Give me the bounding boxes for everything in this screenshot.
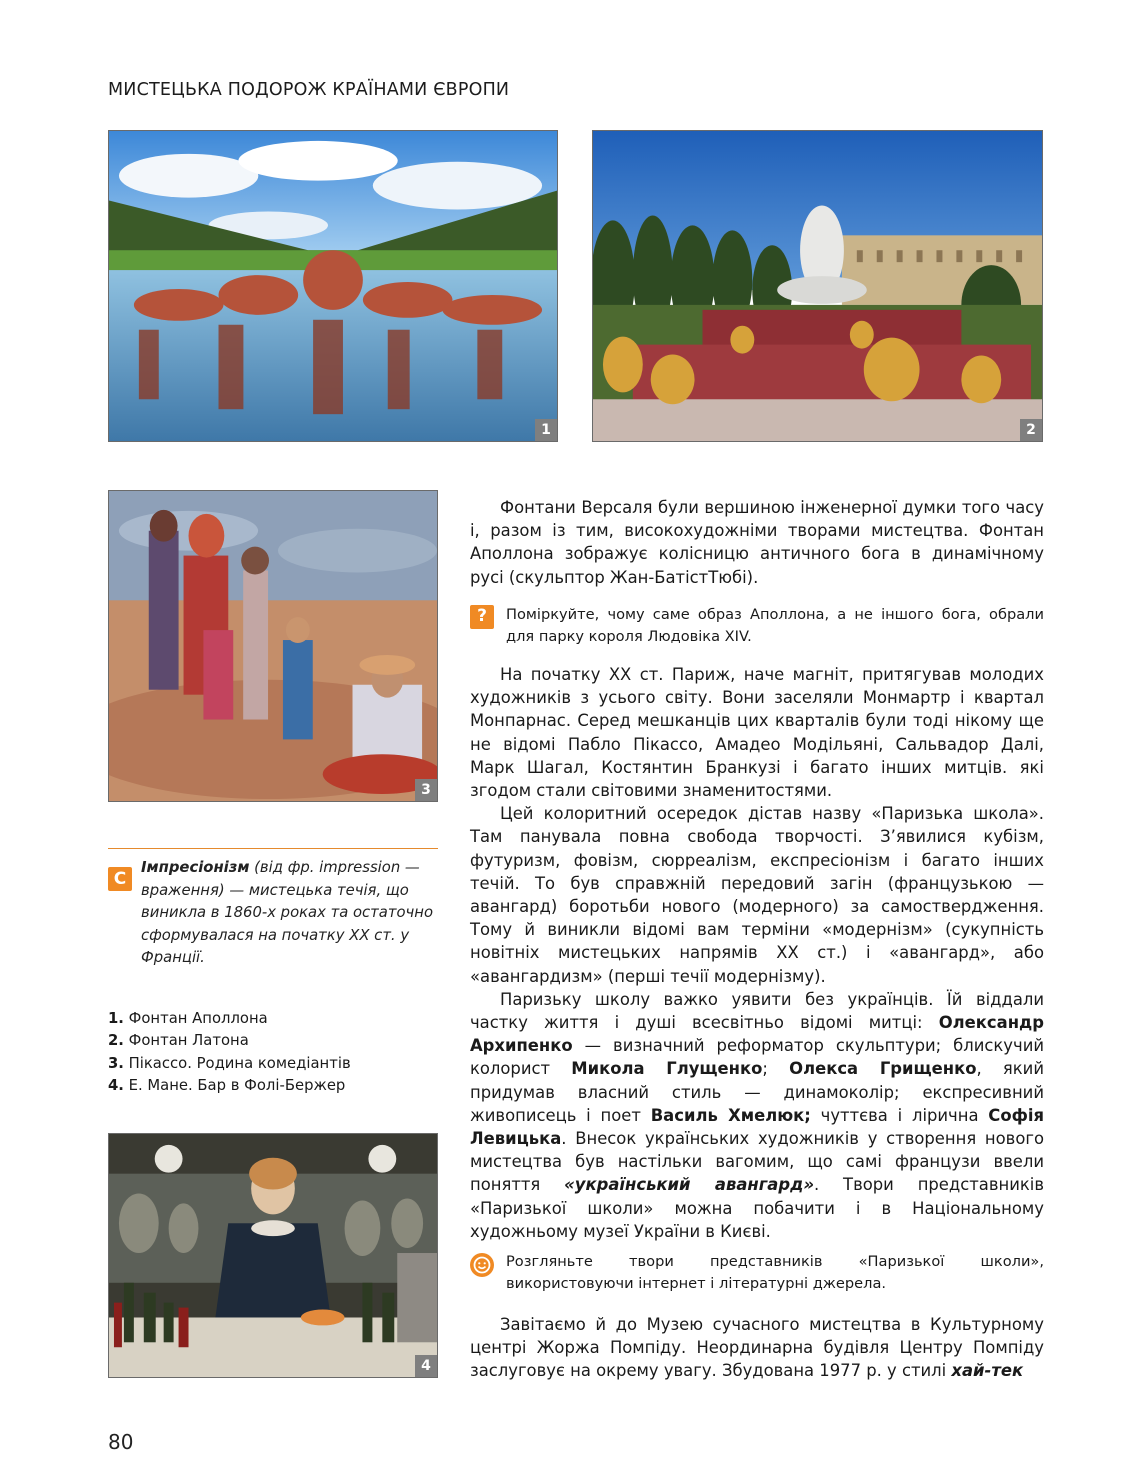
- definition-text: Імпресіонізм (від фр. impression — враження) — мистецька течія, що виникла в 1860-х роках та остаточно сформувалася на початку XX ст. у Франції.: [141, 859, 433, 967]
- figure-captions: [108, 1008, 351, 1098]
- task-box: [470, 1251, 1044, 1294]
- question-text: Поміркуйте, чому саме образ Аполлона, а не іншого бога, обрали для парку короля Людовіка XIV.: [506, 606, 1044, 645]
- question-icon: ?: [470, 605, 494, 629]
- artist-name: Микола Глущенко: [571, 1059, 763, 1079]
- page-number: 80: [108, 1430, 134, 1454]
- definition-term: Імпресіонізм: [141, 859, 250, 876]
- artist-name: Василь Хмелюк;: [650, 1105, 811, 1125]
- figure-number-badge: 4: [415, 1355, 437, 1377]
- task-text: Розгляньте твори представників «Паризької школи», використовуючи інтернет і літературні джерела.: [506, 1253, 1044, 1292]
- caption-item: 2. Фонтан Латона: [108, 1032, 249, 1050]
- figure-number-badge: 3: [415, 779, 437, 801]
- definition-box: [108, 848, 438, 970]
- figure-number-badge: 2: [1020, 419, 1042, 441]
- artist-name: Олександр Архипенко: [470, 1013, 1044, 1056]
- photo-latona-fountain: [592, 130, 1043, 442]
- question-box: [470, 604, 1044, 647]
- paragraph-paris: На початку XX ст. Париж, наче магніт, притягував молодих художників з усього світу. Вони заселяли Монмартр і квартал Монпарнас. Серед мешканців цих кварталів були тоді нікому ще не відомі Пабло Пікассо, Амадео Модільяні, Сальвадор Далі, Марк Шагал, Костянтин Бранкузі і багато інших митців. які згодом стали світовими знаменитостями.: [470, 665, 1044, 801]
- artist-name: Софія Левицька: [470, 1105, 1044, 1149]
- smiley-icon: [470, 1253, 494, 1277]
- caption-item: 1. Фонтан Аполлона: [108, 1010, 268, 1027]
- caption-item: 4. Е. Мане. Бар в Фолі-Бержер: [108, 1077, 346, 1095]
- paragraph-paris-school: Цей колоритний осередок дістав назву «Паризька школа». Там панувала повна свобода творчості. З’явилися кубізм, футуризм, фовізм, сюрреалізм, експресіонізм і багато інших течій. То був справжній передовий загін (французькою — авангард) боротьби нового (модерного) за самоствердження. Тому й виникли відомі вам терміни «модернізм» (сукупність новітніх мистецьких напрямів XX ст.) і «авангард», або «авангардизм» (перші течії модернізму).: [470, 804, 1044, 986]
- paragraph-text: Фонтани Версаля були вершиною інженерної думки того часу і, разом із тим, високохудожніми творами мистецтва. Фонтан Аполлона зображує колісницю античного бога в динамічному русі (скульптор Жан-БатістТюбі).: [470, 498, 1044, 587]
- term-high-tech: хай-тек: [951, 1361, 1024, 1381]
- artist-name: Олекса Грищенко: [789, 1059, 977, 1079]
- term-ukrainian-avantgarde: «український авангард»: [564, 1175, 814, 1195]
- figure-number-badge: 1: [535, 419, 557, 441]
- paragraph-ukrainians: Паризьку школу важко уявити без українців. Їй віддали частку життя і душі всесвітньо відомі митці: Олександр Архипенко — визначний реформатор скульптури; блискучий колорист Микола Глущенко; Олекса Грищенко, який придумав власний стиль — динамоколір; експресивний живописець і поет Василь Хмелюк; чуттєва і лірична Софія Левицька. Внесок українських художників у створення нового мистецтва був настільки вагомим, що самі французи ввели поняття «український авангард». Твори представників «Паризької школи» можна побачити і в Національному художньому музеї України в Києві.: [470, 989, 1044, 1241]
- caption-item: 3. Пікассо. Родина комедіантів: [108, 1054, 351, 1072]
- painting-picasso-family: [108, 490, 438, 802]
- paragraph-pompidou: Завітаємо й до Музею сучасного мистецтва в Культурному центрі Жоржа Помпіду. Неординарна будівля Центру Помпіду заслуговує на окрему увагу. Збудована 1977 р. у стилі хай-тек: [470, 1315, 1044, 1381]
- page-header: МИСТЕЦЬКА ПОДОРОЖ КРАЇНАМИ ЄВРОПИ: [108, 80, 510, 100]
- main-body: [470, 663, 1044, 1243]
- definition-icon: С: [108, 867, 132, 891]
- paragraph-versailles: [470, 496, 1044, 589]
- painting-manet-bar: [108, 1133, 438, 1378]
- photo-apollo-fountain: [108, 130, 558, 442]
